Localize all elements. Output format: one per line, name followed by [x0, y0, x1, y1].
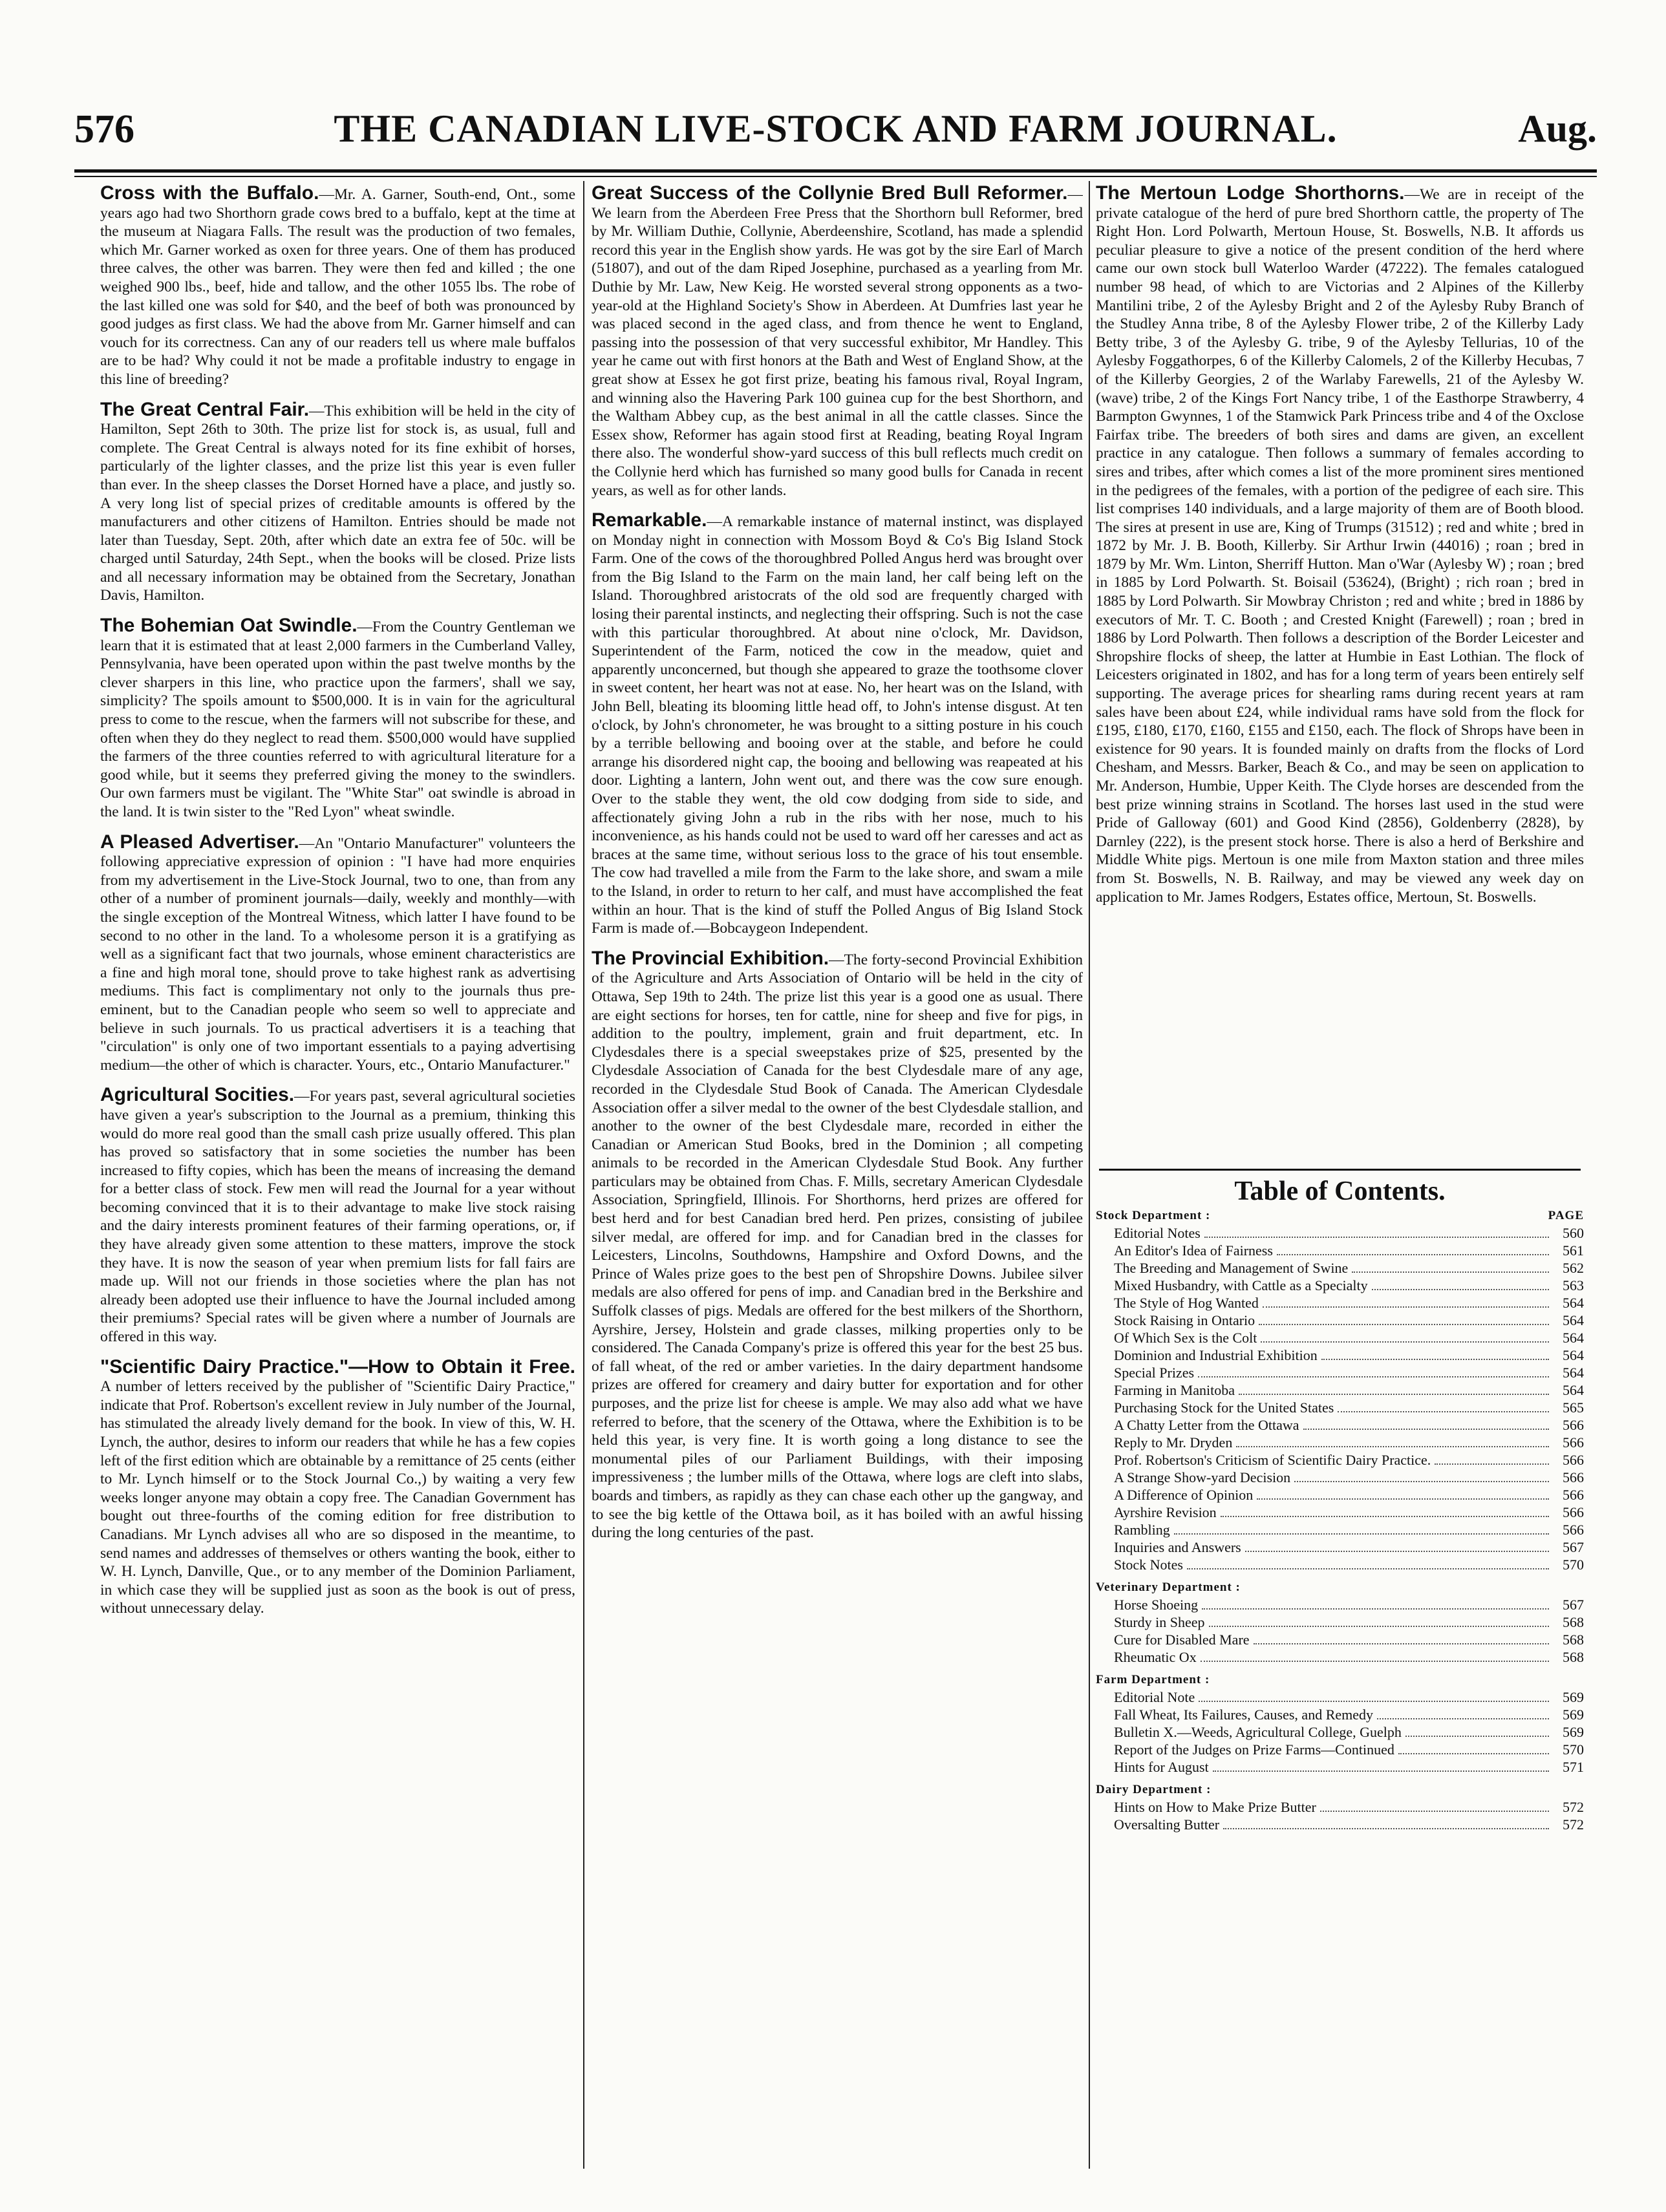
page-number: 576: [74, 107, 134, 151]
toc-item-title: Horse Shoeing: [1114, 1597, 1199, 1613]
table-of-contents: [1096, 1176, 1584, 1833]
toc-item[interactable]: [1096, 1596, 1584, 1613]
article-body: —From the Country Gentleman we learn that it is estimated that at least 2,000 farmers in the Cumberland Valley, Pennsylvania, have been operated upon within the past twelve months by the clever sharpers in this line, who practice upon the farmers', shall we say, simplicity? The spoils amount to $500,000. It is in vain for the agricultural press to come to the rescue, when the farmers will not subscribe for these, and often when they do they neglect to read them. $500,000 would have supplied the farmers of the three counties referred to with agricultural literature for a good while, but it seems they preferred giving the money to the swindlers. Our own farmers must be vigilant. The "White Star" oat swindle is abroad in the land. It is twin sister to the "Red Lyon" wheat swindle.: [100, 619, 575, 820]
toc-item[interactable]: [1096, 1504, 1584, 1521]
toc-item-page: 565: [1563, 1399, 1584, 1416]
toc-item[interactable]: [1096, 1688, 1584, 1706]
toc-item-title: Rambling: [1114, 1522, 1170, 1538]
toc-leader: [1223, 1828, 1549, 1829]
toc-item-page: 566: [1563, 1417, 1584, 1433]
toc-leader: [1398, 1753, 1549, 1754]
toc-item-page: 566: [1563, 1469, 1584, 1485]
article-headline: The Great Central Fair.: [100, 398, 310, 420]
toc-item-page: 569: [1563, 1689, 1584, 1705]
toc-item-title: Dominion and Industrial Exhibition: [1114, 1347, 1318, 1363]
toc-item-page: 568: [1563, 1614, 1584, 1630]
article-headline: The Bohemian Oat Swindle.: [100, 615, 358, 637]
column-3: [1096, 184, 1584, 1160]
toc-item-page: 566: [1563, 1522, 1584, 1538]
toc-leader: [1245, 1551, 1549, 1552]
toc-item[interactable]: [1096, 1259, 1584, 1277]
toc-item-page: 567: [1563, 1597, 1584, 1613]
article-headline: Great Success of the Collynie Bred Bull Reformer.: [592, 184, 1068, 204]
toc-item-title: Inquiries and Answers: [1114, 1539, 1241, 1555]
article-collynie-bull: [592, 184, 1083, 500]
toc-item-title: Stock Notes: [1114, 1557, 1183, 1573]
article-headline: A Pleased Advertiser.: [100, 831, 299, 853]
toc-item[interactable]: [1096, 1631, 1584, 1648]
article-central-fair: [100, 398, 575, 606]
toc-item-title: Oversalting Butter: [1114, 1816, 1220, 1833]
toc-item-page: 564: [1563, 1312, 1584, 1328]
toc-item[interactable]: [1096, 1364, 1584, 1381]
toc-item[interactable]: [1096, 1416, 1584, 1434]
toc-item[interactable]: [1096, 1469, 1584, 1486]
toc-leader: [1198, 1376, 1549, 1377]
toc-section-name: Dairy Department :: [1096, 1783, 1212, 1796]
toc-leader: [1174, 1533, 1549, 1535]
article-body: —A remarkable instance of maternal instinct, was displayed on Monday night in connection with Mossom Boyd & Co's Big Island Stock Farm. One of the cows of the thoroughbred Polled Angus herd was brought over from the Big Island to the Farm on the main land, her calf being left on the Island. Thoroughbred aristocrats of the old sod are frequently charged with losing their parental instincts, and neglecting their offspring. Such is not the case with this particular thoroughbred. At about nine o'clock, Mr. Davidson, Superintendent of the Farm, noticed the cow in the meadow, quiet and apparently unconcerned, but though she appeared to graze the toothsome clover in sweet content, her heart was not at ease. No, her heart was on the Island, with John Bell, bleating its blooming little head off, to John's intense disgust. At ten o'clock, by John's chronometer, he was brought to a sitting posture in his couch by a terrible bellowing and booing over at the stable, and before he could arrange his disordered night cap, the booing and bellowing was reapeated at his door. Lighting a lantern, John went out, and there was the cow sure enough. Over to the stable they went, the old cow dodging from side to side, and affectionately giving John a rub in the ribs with her nose, much to his inconvenience, as his hands could not be used to ward off her caresses and act as braces at the same time, without serious loss to the grace of his tout ensemble. The cow had travelled a mile from the Farm to the lake shore, and swam a mile to the Island, in order to return to her calf, and must have accomplished the feat within an hour. That is the kind of stuff the Polled Angus of Big Island Stock Farm is made of.—Bobcaygeon Independent.: [592, 513, 1083, 937]
toc-title: Table of Contents.: [1234, 1176, 1446, 1206]
toc-leader: [1257, 1498, 1549, 1500]
toc-item-page: 564: [1563, 1295, 1584, 1311]
column-2: [592, 184, 1083, 2169]
toc-item[interactable]: [1096, 1381, 1584, 1399]
toc-item-page: 564: [1563, 1382, 1584, 1398]
toc-item-title: Editorial Note: [1114, 1689, 1195, 1705]
article-body: —We learn from the Aberdeen Free Press that the Shorthorn bull Reformer, bred by Mr. William Duthie, Collynie, Aberdeenshire, Scotland, has made a splendid record this year in the English show yards. He was got by the sire Earl of March (51807), and out of the dam Riped Josephine, purchased as a yearling from Mr. Duthie by Mr. Law, New Keig. He worsted several strong opponents as a two-year-old at the Highland Society's Show in Aberdeen. At Dumfries last year he was placed second in the aged class, and from thence he went to England, passing into the possession of that very successful exhibitor, Mr Handley. This year he came out with first honors at the Bath and West of England Show, at the great show at Essex he got first prize, beating his famous rival, Royal Ingram, and winning also the Havering Park 100 guinea cup for the best Shorthorn, and the Waltham Abbey cup, as the best animal in all the cattle classes. Since the Essex show, Reformer has again stood first at Reading, beating Royal Ingram there also. The wonderful show-yard success of this bull reflects much credit on the Collynie herd which has furnished so many good bulls for Canada in recent years, as well as for other lands.: [592, 186, 1083, 499]
article-headline: The Mertoun Lodge Shorthorns.: [1096, 184, 1405, 204]
toc-item-title: Reply to Mr. Dryden: [1114, 1434, 1233, 1451]
toc-leader: [1221, 1516, 1549, 1517]
toc-item-page: 568: [1563, 1632, 1584, 1648]
toc-item-title: Of Which Sex is the Colt: [1114, 1330, 1257, 1346]
toc-leader: [1187, 1568, 1549, 1569]
column-1: [100, 184, 575, 2169]
toc-section-veterinary: [1096, 1579, 1584, 1596]
toc-leader: [1263, 1306, 1549, 1308]
toc-leader: [1435, 1463, 1549, 1465]
toc-leader: [1202, 1608, 1549, 1610]
article-body: —This exhibition will be held in the city of Hamilton, Sept 26th to 30th. The prize list for stock is, as usual, full and complete. The Great Central is always noted for its fine exhibit of horses, particularly of the lighter classes, and the prize list this year is even fuller than ever. In the sheep classes the Dorset Horned have a place, and justly so. A very long list of special prizes of creditable amounts is offered by the manufacturers and other citizens of Hamilton. Entries should be made not later than Tuesday, Sept. 20th, after which date an extra fee of 50c. will be charged until Saturday, 24th Sept., when the books will be closed. Prize lists and all necessary information may be obtained from the Secretary, Jonathan Davis, Hamilton.: [100, 402, 575, 604]
toc-item-title: The Style of Hog Wanted: [1114, 1295, 1259, 1311]
header-rule-thick: [74, 169, 1597, 173]
page-header: [74, 107, 1597, 165]
toc-item-page: 571: [1563, 1759, 1584, 1775]
article-oat-swindle: [100, 617, 575, 822]
toc-item[interactable]: [1096, 1538, 1584, 1556]
toc-item[interactable]: [1096, 1521, 1584, 1538]
article-buffalo: [100, 184, 575, 389]
header-rule-thin: [74, 176, 1597, 177]
toc-item-title: Cure for Disabled Mare: [1114, 1632, 1250, 1648]
toc-item[interactable]: [1096, 1346, 1584, 1364]
toc-leader: [1321, 1359, 1549, 1360]
article-pleased-advertiser: [100, 833, 575, 1075]
toc-item[interactable]: [1096, 1242, 1584, 1259]
article-body: A number of letters received by the publisher of "Scientific Dairy Practice," indicate that Prof. Robertson's excellent review in July number of the Journal, has stimulated the already lively demand for the book. In view of this, W. H. Lynch, the author, desires to inform our readers that while he has a few copies left of the first edition which are obtainable by a remittance of 25 cents (either to Mr. Lynch himself or to the Stock Journal Co.,) by waiting a very few weeks longer anyone may obtain a copy free. The Canadian Government has bought out three-fourths of the coming edition for free distribution to Canadians. Mr Lynch advises all who are so disposed in the meantime, to send names and addresses of themselves or others wanting the book, either to W. H. Lynch, Danville, Que., or to any member of the Dominion Parliament, in which case they will be supplied just as soon as the book is out of press, without unnecessary delay.: [100, 1378, 575, 1617]
toc-leader: [1372, 1289, 1549, 1290]
toc-leader: [1201, 1661, 1549, 1662]
toc-leader: [1209, 1626, 1549, 1627]
journal-title: THE CANADIAN LIVE-STOCK AND FARM JOURNAL.: [334, 107, 1338, 150]
toc-section-dairy: [1096, 1781, 1584, 1798]
toc-leader: [1377, 1718, 1549, 1719]
toc-item[interactable]: [1096, 1758, 1584, 1776]
article-headline: Agricultural Socities.: [100, 1084, 295, 1106]
toc-item[interactable]: [1096, 1613, 1584, 1631]
toc-item-page: 570: [1563, 1741, 1584, 1758]
toc-item-page: 562: [1563, 1260, 1584, 1276]
toc-item-title: Bulletin X.—Weeds, Agricultural College, Guelph: [1114, 1724, 1402, 1740]
toc-item-page: 566: [1563, 1504, 1584, 1520]
toc-item[interactable]: [1096, 1486, 1584, 1504]
toc-item-page: 569: [1563, 1724, 1584, 1740]
toc-item-title: A Chatty Letter from the Ottawa: [1114, 1417, 1299, 1433]
toc-item-title: Rheumatic Ox: [1114, 1649, 1197, 1665]
article-mertoun-lodge: [1096, 184, 1584, 906]
toc-leader: [1236, 1446, 1549, 1447]
toc-item-page: 564: [1563, 1365, 1584, 1381]
article-provincial-exhibition: [592, 947, 1083, 1542]
article-remarkable: [592, 511, 1083, 938]
toc-item-title: The Breeding and Management of Swine: [1114, 1260, 1349, 1276]
article-headline: Remarkable.: [592, 509, 707, 531]
column-divider-2: [1089, 181, 1090, 2169]
article-body: —An "Ontario Manufacturer" volunteers the following appreciative expression of opinion : "I have had more enquiries from my advertisement in the Live-Stock Journal, two to one, than from any other of a number of prominent journals—daily, weekly and monthly—with the single exception of the Montreal Witness, which latter I have found to be second to no other in the land. To a wholesome person it is a gratifying as well as a significant fact that two journals, whose eminent characteristics are a fine and high moral tone, should prove to take highest rank as advertising mediums. This fact is complimentary not only to the journals thus pre-eminent, but to the Canadian people who seem so well to appreciate and believe in such journals. To us practical advertisers it is a teaching that "circulation" is only one of two important essentials to a paying advertising medium—the other of which is character. Yours, etc., Ontario Manufacturer.": [100, 835, 575, 1074]
toc-item[interactable]: [1096, 1329, 1584, 1346]
article-agricultural-socities: [100, 1086, 575, 1346]
toc-item-title: Purchasing Stock for the United States: [1114, 1399, 1334, 1416]
toc-item[interactable]: [1096, 1556, 1584, 1573]
toc-item[interactable]: [1096, 1648, 1584, 1666]
toc-item[interactable]: [1096, 1741, 1584, 1758]
toc-item-title: Editorial Notes: [1114, 1225, 1201, 1241]
toc-item-title: Prof. Robertson's Criticism of Scientific Dairy Practice.: [1114, 1452, 1431, 1468]
toc-item-title: A Difference of Opinion: [1114, 1487, 1254, 1503]
toc-item-page: 563: [1563, 1277, 1584, 1293]
toc-item[interactable]: [1096, 1723, 1584, 1741]
toc-leader: [1405, 1736, 1549, 1737]
toc-item-page: 572: [1563, 1816, 1584, 1833]
toc-item[interactable]: [1096, 1706, 1584, 1723]
toc-item-page: 566: [1563, 1487, 1584, 1503]
article-scientific-dairy: [100, 1358, 575, 1618]
toc-item-page: 567: [1563, 1539, 1584, 1555]
toc-item-page: 572: [1563, 1799, 1584, 1815]
toc-section-name: Veterinary Department :: [1096, 1580, 1241, 1594]
article-headline: "Scientific Dairy Practice."—How to Obtain it Free.: [100, 1356, 575, 1377]
toc-page-heading: PAGE: [1548, 1209, 1584, 1222]
column-divider-1: [583, 181, 584, 2169]
toc-item-title: Farming in Manitoba: [1114, 1382, 1235, 1398]
toc-item[interactable]: [1096, 1294, 1584, 1312]
toc-item-title: Ayrshire Revision: [1114, 1504, 1217, 1520]
toc-rule: [1099, 1169, 1581, 1171]
toc-leader: [1213, 1771, 1549, 1772]
toc-leader: [1294, 1481, 1549, 1482]
toc-item[interactable]: [1096, 1434, 1584, 1451]
toc-item[interactable]: [1096, 1312, 1584, 1329]
toc-item-title: Special Prizes: [1114, 1365, 1195, 1381]
toc-item-page: 564: [1563, 1347, 1584, 1363]
toc-section-name: Stock Department :: [1096, 1209, 1211, 1222]
toc-item-page: 561: [1563, 1242, 1584, 1259]
article-body: —Mr. A. Garner, South-end, Ont., some years ago had two Shorthorn grade cows bred to a buffalo, kept at the time at the museum at Niagara Falls. The result was the production of two females, which Mr. Garner worked as oxen for three years. One of them has produced three calves, the other was barren. They were then fed and killed ; the one weighed 900 lbs., beef, hide and tallow, and the other 1055 lbs. The robe of the last killed one was sold for $40, and the beef of both was pronounced by good judges as first class. We had the above from Mr. Garner himself and can vouch for its correctness. Can any of our readers tell us where male buffalos are to be had? Why could it not be made a profitable industry to engage in this line of breeding?: [100, 186, 575, 388]
toc-section-name: Farm Department :: [1096, 1673, 1210, 1686]
toc-item[interactable]: [1096, 1277, 1584, 1294]
article-body: —The forty-second Provincial Exhibition of the Agriculture and Arts Association of Ontario will be held in the city of Ottawa, Sep 19th to 24th. The prize list this year is a good one as usual. There are eight sections for horses, ten for cattle, nine for sheep and five for pigs, in addition to the poultry, implement, grain and fruit department, etc. In Clydesdales there is a special sweepstakes prize of $25, presented by the Clydesdale Association of Canada for the best Clydesdale mare of any age, recorded in the Clydesdale Stud Book of Canada. The American Clydesdale Association offer a silver medal to the owner of the best Clydesdale stallion, and another to the owner of the best Clydesdale mare, recorded in either the Canadian or American Stud Books, bred in the Dominion ; all competing animals to be recorded in the American Clydesdale Stud Book. Any further particulars may be obtained from Chas. F. Mills, secretary American Clydesdale Association, Springfield, Illinois. For Shorthorns, herd prizes are offered for best herd and for best Canadian bred herd. Pen prizes, consisting of jubilee silver medal, are offered for imp. and for Canadian bred in the classes for Leicesters, Lincolns, Southdowns, Hampshire and Oxford Downs, and the Prince of Wales prize goes to the best pen of Shropshire Downs. Jubilee silver medals are also offered for pens of imp. and Canadian bred in the Berkshire and Suffolk classes of pigs. Medals are offered for the best milkers of the Shorthorn, Ayrshire, Jersey, Holstein and grade classes, milking properties only to be considered. The Canada Company's prize is offered this year for the best 25 bus. of fall wheat, of the red or amber varieties. In the dairy department handsome prizes are offered for creamery and dairy butter for exportation and for other purposes, and the prize list for cheese is ample. We may also add what we have referred to before, that the scenery of the Ottawa, where the Exhibition is to be held this year, is very fine. It is worth going a long distance to see the monumental piles of our Parliament Buildings, with their imposing impressiveness ; the lumber mills of the Ottawa, where logs are cleft into slabs, boards and timbers, as rapidly as they can chase each other up the gangway, and to see the big kettle of the Ottawa boil, as it has boiled with an awful hissing during the long centuries of the past.: [592, 951, 1083, 1542]
toc-leader: [1259, 1324, 1549, 1325]
toc-leader: [1352, 1271, 1549, 1273]
toc-item[interactable]: [1096, 1224, 1584, 1242]
toc-item-page: 570: [1563, 1557, 1584, 1573]
toc-item-title: An Editor's Idea of Fairness: [1114, 1242, 1273, 1259]
toc-leader: [1204, 1237, 1549, 1238]
toc-item-title: Hints for August: [1114, 1759, 1209, 1775]
article-headline: Cross with the Buffalo.: [100, 184, 319, 204]
toc-item-title: Report of the Judges on Prize Farms—Continued: [1114, 1741, 1394, 1758]
toc-leader: [1277, 1254, 1549, 1255]
toc-item[interactable]: [1096, 1399, 1584, 1416]
toc-leader: [1199, 1701, 1549, 1702]
toc-item-title: Mixed Husbandry, with Cattle as a Specialty: [1114, 1277, 1368, 1293]
article-body: —For years past, several agricultural societies have given a year's subscription to the Journal as a premium, thinking this would do more real good than the small cash prize usually offered. This plan has proved so satisfactory that in some societies the number has been increased to fifty copies, which has been the means of increasing the demand for a better class of stock. Few men will read the Journal for a year without becoming convinced that it is to their advantage to make live stock raising and the dairy interests prominent features of their farming operations, or, if they have already given some attention to these matters, improve the stock they have. It is now the season of year when premium lists for fall fairs are made up. Will not our friends in those societies where the plan has not already been adopted use their influence to have the Journal included among their premiums? Special rates will be given where a number of Journals are offered in this way.: [100, 1088, 575, 1346]
toc-item[interactable]: [1096, 1451, 1584, 1469]
toc-item-page: 568: [1563, 1649, 1584, 1665]
toc-item-page: 566: [1563, 1452, 1584, 1468]
toc-item-page: 569: [1563, 1707, 1584, 1723]
toc-item-page: 566: [1563, 1434, 1584, 1451]
toc-leader: [1254, 1643, 1549, 1644]
toc-item[interactable]: [1096, 1798, 1584, 1816]
toc-leader: [1239, 1394, 1549, 1395]
toc-leader: [1303, 1429, 1549, 1430]
toc-item-title: Stock Raising in Ontario: [1114, 1312, 1255, 1328]
article-body: —We are in receipt of the private catalogue of the herd of pure bred Shorthorn cattle, the property of The Right Hon. Lord Polwarth, Mertoun House, St. Boswells, N.B. It affords us peculiar pleasure to give a notice of the present condition of the herd where came our own stock bull Waterloo Warder (47222). The females catalogued number 98 head, of which to are Victorias and 2 Alpines of the Killerby Mantilini tribe, 2 of the Aylesby Bright and 2 of the Aylesby Ruby Branch of the Studley Anna tribe, 8 of the Aylesby Flower tribe, 2 of the Killerby Lady Betty tribe, 3 of the Aylesby G. tribe, 9 of the Aylesby Tellurias, 10 of the Aylesby Foggathorpes, 6 of the Killerby Calomels, 2 of the Killerby Hecubas, 7 of the Killerby Georgies, 2 of the Warlaby Farewells, 21 of the Aylesby W. (wave) tribe, 2 of the Kings Fort Nancy tribe, 1 of the Easthorpe Strawberry, 4 Barmpton Gwynnes, 1 of the Stamwick Park Princess tribe and 4 of the Oxclose Fairfax tribe. The breeders of both sires and dams are given, an excellent practice in any catalogue. Then follows a summary of females according to sires and tribes, after which comes a list of the more prominent sires mentioned in the pedigrees of the females, with a portion of the pedigree of each sire. This list comprises 140 individuals, and a large majority of them are of Booth blood. The sires at present in use are, King of Trumps (31512) ; red and white ; bred in 1872 by Mr. J. B. Booth, Killerby. Sir Arthur Irwin (44016) ; roan ; bred in 1879 by Mr. Wm. Linton, Sherriff Hutton. Man o'War (Aylesby W) ; roan ; bred in 1885 by Lord Polwarth. St. Boisail (53624), (Bright) ; rich roan ; bred in 1885 by Lord Polwarth. Sir Mowbray Christon ; red and white ; bred in 1886 by executors of Mr. T. C. Booth ; and Crested Knight (Farewell) ; roan ; bred in 1886 by Lord Polwarth. Then follows a description of the Border Leicester and Shropshire flocks of sheep, the latter at Humbie in East Lothian. The flock of Leicesters originated in 1802, and has for a long term of years been entirely self supporting. The average prices for shearling rams during recent years at ram sales have been about £24, while individual rams have sold from the flock for £195, £180, £170, £160, £155 and £150, each. The flock of Shrops have been in existence for 90 years. It is founded mainly on drafts from the flocks of Lord Chesham, and Messrs. Barker, Beach & Co., and may be seen on application to Mr. Anderson, Humbie, Upper Keith. The Clyde horses are descended from the best prize winning strains in Scotland. The horses last used in the stud were Pride of Galloway (601) and Good Kind (2856), Goldenberry (2828), by Darnley (222), is the present stock horse. There is also a herd of Berkshire and Middle White pigs. Mertoun is one mile from Maxton station and three miles from St. Boswells, N. B. Railway, and may be viewed any week day on application to Mr. James Rodgers, Estates office, Mertoun, St. Boswells.: [1096, 186, 1584, 906]
toc-item-title: A Strange Show-yard Decision: [1114, 1469, 1291, 1485]
toc-item-title: Fall Wheat, Its Failures, Causes, and Remedy: [1114, 1707, 1374, 1723]
toc-item[interactable]: [1096, 1816, 1584, 1833]
article-headline: The Provincial Exhibition.: [592, 947, 829, 969]
toc-item-page: 564: [1563, 1330, 1584, 1346]
toc-item-title: Sturdy in Sheep: [1114, 1614, 1205, 1630]
toc-item-page: 560: [1563, 1225, 1584, 1241]
toc-item-title: Hints on How to Make Prize Butter: [1114, 1799, 1316, 1815]
toc-leader: [1320, 1811, 1549, 1812]
issue-month: Aug.: [1518, 107, 1597, 150]
toc-leader: [1261, 1341, 1549, 1343]
toc-leader: [1338, 1411, 1549, 1412]
toc-section-stock: [1096, 1207, 1584, 1224]
toc-section-farm: [1096, 1671, 1584, 1688]
